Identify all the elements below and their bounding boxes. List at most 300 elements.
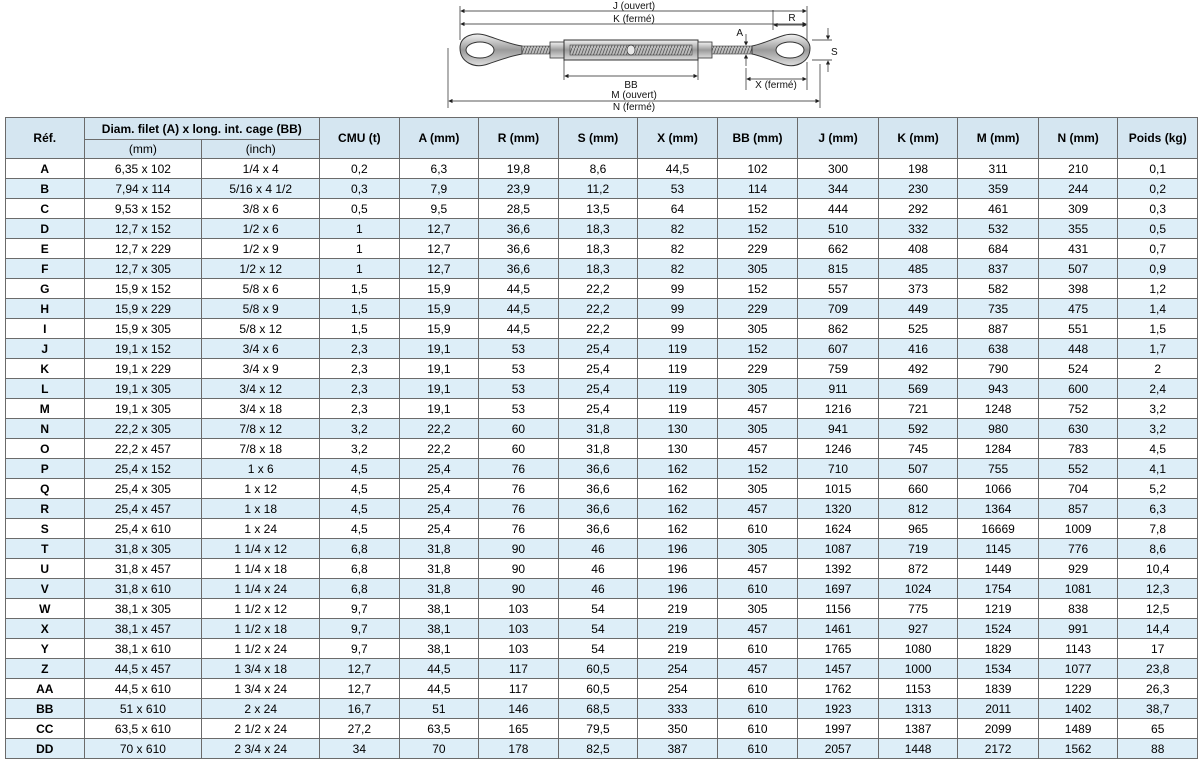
table-row — [6, 659, 1198, 679]
table-row — [6, 299, 1198, 319]
label-j: J (ouvert) — [612, 1, 656, 12]
cell-k: 660 — [878, 479, 958, 499]
cell-k: 198 — [878, 159, 958, 179]
cell-j: 1923 — [798, 699, 879, 719]
header-diam-inch: (inch) — [202, 140, 320, 159]
cell-k: 592 — [878, 419, 958, 439]
cell-m: 311 — [958, 159, 1039, 179]
cell-x: 44,5 — [638, 159, 718, 179]
cell-poids: 2,4 — [1118, 379, 1198, 399]
cell-poids: 0,3 — [1118, 199, 1198, 219]
cell-bb: 152 — [717, 339, 798, 359]
cell-k: 332 — [878, 219, 958, 239]
cell-diam-mm: 7,94 x 114 — [84, 179, 202, 199]
cell-diam-inch: 2 x 24 — [202, 699, 320, 719]
cell-s: 22,2 — [558, 279, 638, 299]
cell-x: 119 — [638, 379, 718, 399]
cell-j: 709 — [798, 299, 879, 319]
cell-ref: H — [6, 299, 85, 319]
cell-j: 941 — [798, 419, 879, 439]
cell-n: 991 — [1038, 619, 1118, 639]
dimension-j-k — [460, 1, 807, 40]
cell-s: 22,2 — [558, 319, 638, 339]
cell-x: 162 — [638, 499, 718, 519]
table-row — [6, 599, 1198, 619]
cell-k: 775 — [878, 599, 958, 619]
cell-r: 28,5 — [479, 199, 559, 219]
cell-diam-inch: 1 1/2 x 18 — [202, 619, 320, 639]
cell-j: 1997 — [798, 719, 879, 739]
cell-ref: K — [6, 359, 85, 379]
cell-bb: 610 — [717, 719, 798, 739]
cell-n: 398 — [1038, 279, 1118, 299]
cell-bb: 457 — [717, 499, 798, 519]
cell-k: 965 — [878, 519, 958, 539]
table-row — [6, 699, 1198, 719]
cell-j: 1216 — [798, 399, 879, 419]
dimension-x — [746, 62, 807, 91]
cell-bb: 305 — [717, 319, 798, 339]
table-row — [6, 339, 1198, 359]
cell-r: 44,5 — [479, 279, 559, 299]
cell-m: 1066 — [958, 479, 1039, 499]
cell-j: 1697 — [798, 579, 879, 599]
right-thread — [712, 46, 752, 54]
cell-r: 53 — [479, 379, 559, 399]
cell-m: 1839 — [958, 679, 1039, 699]
table-row — [6, 739, 1198, 759]
cell-r: 60 — [479, 419, 559, 439]
cell-x: 99 — [638, 299, 718, 319]
table-row — [6, 479, 1198, 499]
cell-poids: 1,7 — [1118, 339, 1198, 359]
cell-x: 64 — [638, 199, 718, 219]
cell-diam-mm: 63,5 x 610 — [84, 719, 202, 739]
cell-poids: 0,5 — [1118, 219, 1198, 239]
cell-r: 53 — [479, 399, 559, 419]
cell-poids: 1,5 — [1118, 319, 1198, 339]
cell-bb: 305 — [717, 419, 798, 439]
cell-r: 178 — [479, 739, 559, 759]
cell-x: 219 — [638, 639, 718, 659]
cell-diam-inch: 1 x 24 — [202, 519, 320, 539]
cell-n: 355 — [1038, 219, 1118, 239]
cell-n: 210 — [1038, 159, 1118, 179]
cell-diam-inch: 3/4 x 9 — [202, 359, 320, 379]
cell-cmu: 0,3 — [320, 179, 400, 199]
cell-ref: S — [6, 519, 85, 539]
cell-diam-mm: 12,7 x 152 — [84, 219, 202, 239]
cell-k: 1000 — [878, 659, 958, 679]
cell-k: 449 — [878, 299, 958, 319]
header-n: N (mm) — [1038, 118, 1118, 159]
cell-s: 18,3 — [558, 259, 638, 279]
cell-m: 1829 — [958, 639, 1039, 659]
cell-k: 1024 — [878, 579, 958, 599]
cell-diam-mm: 19,1 x 305 — [84, 379, 202, 399]
cell-x: 254 — [638, 659, 718, 679]
table-row — [6, 439, 1198, 459]
cell-ref: DD — [6, 739, 85, 759]
left-thread — [522, 46, 550, 54]
cell-x: 219 — [638, 619, 718, 639]
cell-j: 1461 — [798, 619, 879, 639]
cell-bb: 610 — [717, 519, 798, 539]
cell-cmu: 2,3 — [320, 339, 400, 359]
cell-x: 196 — [638, 539, 718, 559]
cell-r: 76 — [479, 459, 559, 479]
header-cmu: CMU (t) — [320, 118, 400, 159]
cell-n: 600 — [1038, 379, 1118, 399]
cell-k: 569 — [878, 379, 958, 399]
cell-ref: N — [6, 419, 85, 439]
label-bb: BB — [624, 80, 638, 91]
cell-r: 44,5 — [479, 319, 559, 339]
header-ref: Réf. — [6, 118, 85, 159]
cell-r: 103 — [479, 639, 559, 659]
cell-ref: AA — [6, 679, 85, 699]
cell-a: 44,5 — [399, 659, 479, 679]
cell-x: 53 — [638, 179, 718, 199]
cell-diam-inch: 3/4 x 6 — [202, 339, 320, 359]
cell-n: 1077 — [1038, 659, 1118, 679]
cell-bb: 610 — [717, 679, 798, 699]
cell-n: 704 — [1038, 479, 1118, 499]
cell-poids: 0,1 — [1118, 159, 1198, 179]
spec-table — [5, 117, 1198, 759]
table-row — [6, 359, 1198, 379]
cell-ref: W — [6, 599, 85, 619]
cell-r: 19,8 — [479, 159, 559, 179]
cell-diam-mm: 25,4 x 152 — [84, 459, 202, 479]
cell-s: 79,5 — [558, 719, 638, 739]
cell-n: 507 — [1038, 259, 1118, 279]
cell-diam-mm: 51 x 610 — [84, 699, 202, 719]
cell-s: 8,6 — [558, 159, 638, 179]
cell-a: 31,8 — [399, 559, 479, 579]
cell-j: 1320 — [798, 499, 879, 519]
cell-ref: G — [6, 279, 85, 299]
right-eye — [752, 34, 810, 65]
cell-m: 16669 — [958, 519, 1039, 539]
cell-j: 2057 — [798, 739, 879, 759]
label-r: R — [788, 13, 796, 24]
cell-s: 13,5 — [558, 199, 638, 219]
cell-n: 838 — [1038, 599, 1118, 619]
cell-j: 911 — [798, 379, 879, 399]
cell-x: 196 — [638, 579, 718, 599]
left-eye — [460, 34, 522, 66]
cell-bb: 457 — [717, 439, 798, 459]
cell-ref: Q — [6, 479, 85, 499]
cell-diam-mm: 22,2 x 305 — [84, 419, 202, 439]
cell-j: 510 — [798, 219, 879, 239]
label-x: X (fermé) — [755, 80, 797, 91]
cell-poids: 23,8 — [1118, 659, 1198, 679]
cell-n: 783 — [1038, 439, 1118, 459]
cell-r: 53 — [479, 339, 559, 359]
cell-x: 387 — [638, 739, 718, 759]
cell-m: 1145 — [958, 539, 1039, 559]
table-row — [6, 199, 1198, 219]
cell-a: 38,1 — [399, 599, 479, 619]
cell-bb: 305 — [717, 539, 798, 559]
cell-s: 31,8 — [558, 419, 638, 439]
cell-m: 461 — [958, 199, 1039, 219]
cell-diam-inch: 3/8 x 6 — [202, 199, 320, 219]
cell-bb: 229 — [717, 299, 798, 319]
cell-poids: 65 — [1118, 719, 1198, 739]
cell-j: 1392 — [798, 559, 879, 579]
cell-a: 19,1 — [399, 379, 479, 399]
cell-s: 22,2 — [558, 299, 638, 319]
cell-ref: Y — [6, 639, 85, 659]
cell-diam-inch: 1/2 x 9 — [202, 239, 320, 259]
cell-bb: 305 — [717, 259, 798, 279]
cell-m: 1524 — [958, 619, 1039, 639]
cell-n: 475 — [1038, 299, 1118, 319]
cell-k: 408 — [878, 239, 958, 259]
cell-diam-inch: 2 3/4 x 24 — [202, 739, 320, 759]
cell-poids: 7,8 — [1118, 519, 1198, 539]
cell-ref: R — [6, 499, 85, 519]
label-n: N (fermé) — [612, 102, 656, 113]
cell-poids: 1,4 — [1118, 299, 1198, 319]
cell-m: 980 — [958, 419, 1039, 439]
cell-x: 119 — [638, 339, 718, 359]
cell-s: 18,3 — [558, 219, 638, 239]
cell-k: 1387 — [878, 719, 958, 739]
cell-a: 31,8 — [399, 539, 479, 559]
cell-x: 333 — [638, 699, 718, 719]
cell-poids: 3,2 — [1118, 419, 1198, 439]
cell-poids: 3,2 — [1118, 399, 1198, 419]
cell-s: 36,6 — [558, 479, 638, 499]
cell-a: 25,4 — [399, 459, 479, 479]
turnbuckle-body — [550, 40, 712, 60]
cell-diam-inch: 1/4 x 4 — [202, 159, 320, 179]
cell-j: 1015 — [798, 479, 879, 499]
cell-x: 99 — [638, 279, 718, 299]
cell-bb: 610 — [717, 699, 798, 719]
cell-a: 51 — [399, 699, 479, 719]
cell-n: 929 — [1038, 559, 1118, 579]
table-row — [6, 179, 1198, 199]
cell-cmu: 1 — [320, 259, 400, 279]
table-row — [6, 499, 1198, 519]
cell-diam-mm: 19,1 x 305 — [84, 399, 202, 419]
cell-poids: 0,2 — [1118, 179, 1198, 199]
cell-j: 759 — [798, 359, 879, 379]
cell-diam-inch: 5/8 x 12 — [202, 319, 320, 339]
cell-s: 25,4 — [558, 339, 638, 359]
dimension-bb — [564, 60, 698, 91]
cell-r: 90 — [479, 539, 559, 559]
table-row — [6, 379, 1198, 399]
turnbuckle-diagram — [440, 0, 840, 116]
header-bb: BB (mm) — [717, 118, 798, 159]
cell-diam-inch: 2 1/2 x 24 — [202, 719, 320, 739]
cell-ref: A — [6, 159, 85, 179]
cell-k: 507 — [878, 459, 958, 479]
cell-j: 607 — [798, 339, 879, 359]
cell-diam-inch: 7/8 x 18 — [202, 439, 320, 459]
cell-j: 1087 — [798, 539, 879, 559]
header-diam-group: Diam. filet (A) x long. int. cage (BB) — [84, 118, 320, 140]
cell-k: 485 — [878, 259, 958, 279]
label-m: M (ouvert) — [611, 90, 657, 101]
header-j: J (mm) — [798, 118, 879, 159]
cell-poids: 88 — [1118, 739, 1198, 759]
table-row — [6, 399, 1198, 419]
cell-m: 1449 — [958, 559, 1039, 579]
cell-diam-mm: 31,8 x 610 — [84, 579, 202, 599]
cell-cmu: 6,8 — [320, 539, 400, 559]
header-r: R (mm) — [479, 118, 559, 159]
cell-ref: L — [6, 379, 85, 399]
cell-a: 15,9 — [399, 279, 479, 299]
cell-diam-mm: 38,1 x 457 — [84, 619, 202, 639]
cell-x: 196 — [638, 559, 718, 579]
spec-table-body — [6, 159, 1198, 759]
cell-cmu: 12,7 — [320, 679, 400, 699]
cell-n: 1229 — [1038, 679, 1118, 699]
cell-s: 82,5 — [558, 739, 638, 759]
cell-bb: 305 — [717, 599, 798, 619]
cell-ref: E — [6, 239, 85, 259]
cell-diam-mm: 12,7 x 305 — [84, 259, 202, 279]
cell-m: 943 — [958, 379, 1039, 399]
cell-cmu: 12,7 — [320, 659, 400, 679]
table-row — [6, 459, 1198, 479]
cell-cmu: 9,7 — [320, 639, 400, 659]
cell-poids: 38,7 — [1118, 699, 1198, 719]
cell-k: 812 — [878, 499, 958, 519]
cell-m: 2099 — [958, 719, 1039, 739]
cell-poids: 6,3 — [1118, 499, 1198, 519]
cell-m: 582 — [958, 279, 1039, 299]
cell-bb: 102 — [717, 159, 798, 179]
cell-j: 344 — [798, 179, 879, 199]
cell-m: 1219 — [958, 599, 1039, 619]
cell-diam-inch: 1 1/4 x 18 — [202, 559, 320, 579]
cell-bb: 152 — [717, 219, 798, 239]
cell-diam-inch: 1 x 18 — [202, 499, 320, 519]
cell-bb: 305 — [717, 479, 798, 499]
cell-cmu: 1 — [320, 239, 400, 259]
cell-diam-inch: 5/8 x 9 — [202, 299, 320, 319]
cell-x: 130 — [638, 439, 718, 459]
cell-poids: 12,5 — [1118, 599, 1198, 619]
cell-a: 15,9 — [399, 299, 479, 319]
header-row — [6, 118, 1198, 140]
cell-m: 1284 — [958, 439, 1039, 459]
cell-ref: O — [6, 439, 85, 459]
cell-a: 19,1 — [399, 359, 479, 379]
cell-ref: I — [6, 319, 85, 339]
cell-j: 444 — [798, 199, 879, 219]
cell-bb: 610 — [717, 639, 798, 659]
cell-k: 416 — [878, 339, 958, 359]
cell-poids: 4,5 — [1118, 439, 1198, 459]
cell-cmu: 34 — [320, 739, 400, 759]
cell-cmu: 27,2 — [320, 719, 400, 739]
cell-cmu: 0,2 — [320, 159, 400, 179]
cell-diam-mm: 19,1 x 229 — [84, 359, 202, 379]
cell-s: 46 — [558, 579, 638, 599]
cell-cmu: 1 — [320, 219, 400, 239]
table-row — [6, 419, 1198, 439]
cell-a: 63,5 — [399, 719, 479, 739]
cell-r: 23,9 — [479, 179, 559, 199]
cell-cmu: 4,5 — [320, 519, 400, 539]
cell-a: 25,4 — [399, 519, 479, 539]
cell-s: 54 — [558, 619, 638, 639]
cell-j: 300 — [798, 159, 879, 179]
cell-s: 54 — [558, 599, 638, 619]
cell-r: 90 — [479, 579, 559, 599]
cell-x: 99 — [638, 319, 718, 339]
cell-ref: P — [6, 459, 85, 479]
cell-x: 162 — [638, 479, 718, 499]
cell-s: 54 — [558, 639, 638, 659]
cell-x: 82 — [638, 219, 718, 239]
cell-diam-mm: 25,4 x 305 — [84, 479, 202, 499]
cell-poids: 26,3 — [1118, 679, 1198, 699]
cell-n: 309 — [1038, 199, 1118, 219]
cell-r: 36,6 — [479, 239, 559, 259]
cell-cmu: 4,5 — [320, 499, 400, 519]
cell-ref: B — [6, 179, 85, 199]
cell-n: 431 — [1038, 239, 1118, 259]
label-s: S — [831, 47, 838, 58]
cell-m: 2172 — [958, 739, 1039, 759]
cell-cmu: 6,8 — [320, 579, 400, 599]
cell-x: 162 — [638, 459, 718, 479]
cell-cmu: 2,3 — [320, 359, 400, 379]
cell-bb: 457 — [717, 559, 798, 579]
cell-s: 60,5 — [558, 679, 638, 699]
cell-r: 76 — [479, 519, 559, 539]
cell-diam-inch: 1 1/2 x 24 — [202, 639, 320, 659]
cell-x: 119 — [638, 399, 718, 419]
cell-a: 25,4 — [399, 499, 479, 519]
cell-diam-mm: 22,2 x 457 — [84, 439, 202, 459]
cell-m: 887 — [958, 319, 1039, 339]
cell-j: 1246 — [798, 439, 879, 459]
cell-cmu: 1,5 — [320, 319, 400, 339]
cell-m: 790 — [958, 359, 1039, 379]
cell-k: 230 — [878, 179, 958, 199]
cell-m: 837 — [958, 259, 1039, 279]
cell-n: 1143 — [1038, 639, 1118, 659]
cell-x: 119 — [638, 359, 718, 379]
cell-cmu: 9,7 — [320, 619, 400, 639]
header-s: S (mm) — [558, 118, 638, 159]
cell-x: 350 — [638, 719, 718, 739]
cell-a: 38,1 — [399, 639, 479, 659]
dimension-r — [773, 10, 806, 30]
cell-cmu: 3,2 — [320, 439, 400, 459]
cell-n: 1081 — [1038, 579, 1118, 599]
cell-a: 9,5 — [399, 199, 479, 219]
cell-j: 557 — [798, 279, 879, 299]
cell-diam-inch: 7/8 x 12 — [202, 419, 320, 439]
cell-diam-inch: 1/2 x 6 — [202, 219, 320, 239]
cell-poids: 10,4 — [1118, 559, 1198, 579]
cell-diam-mm: 38,1 x 305 — [84, 599, 202, 619]
cell-r: 44,5 — [479, 299, 559, 319]
